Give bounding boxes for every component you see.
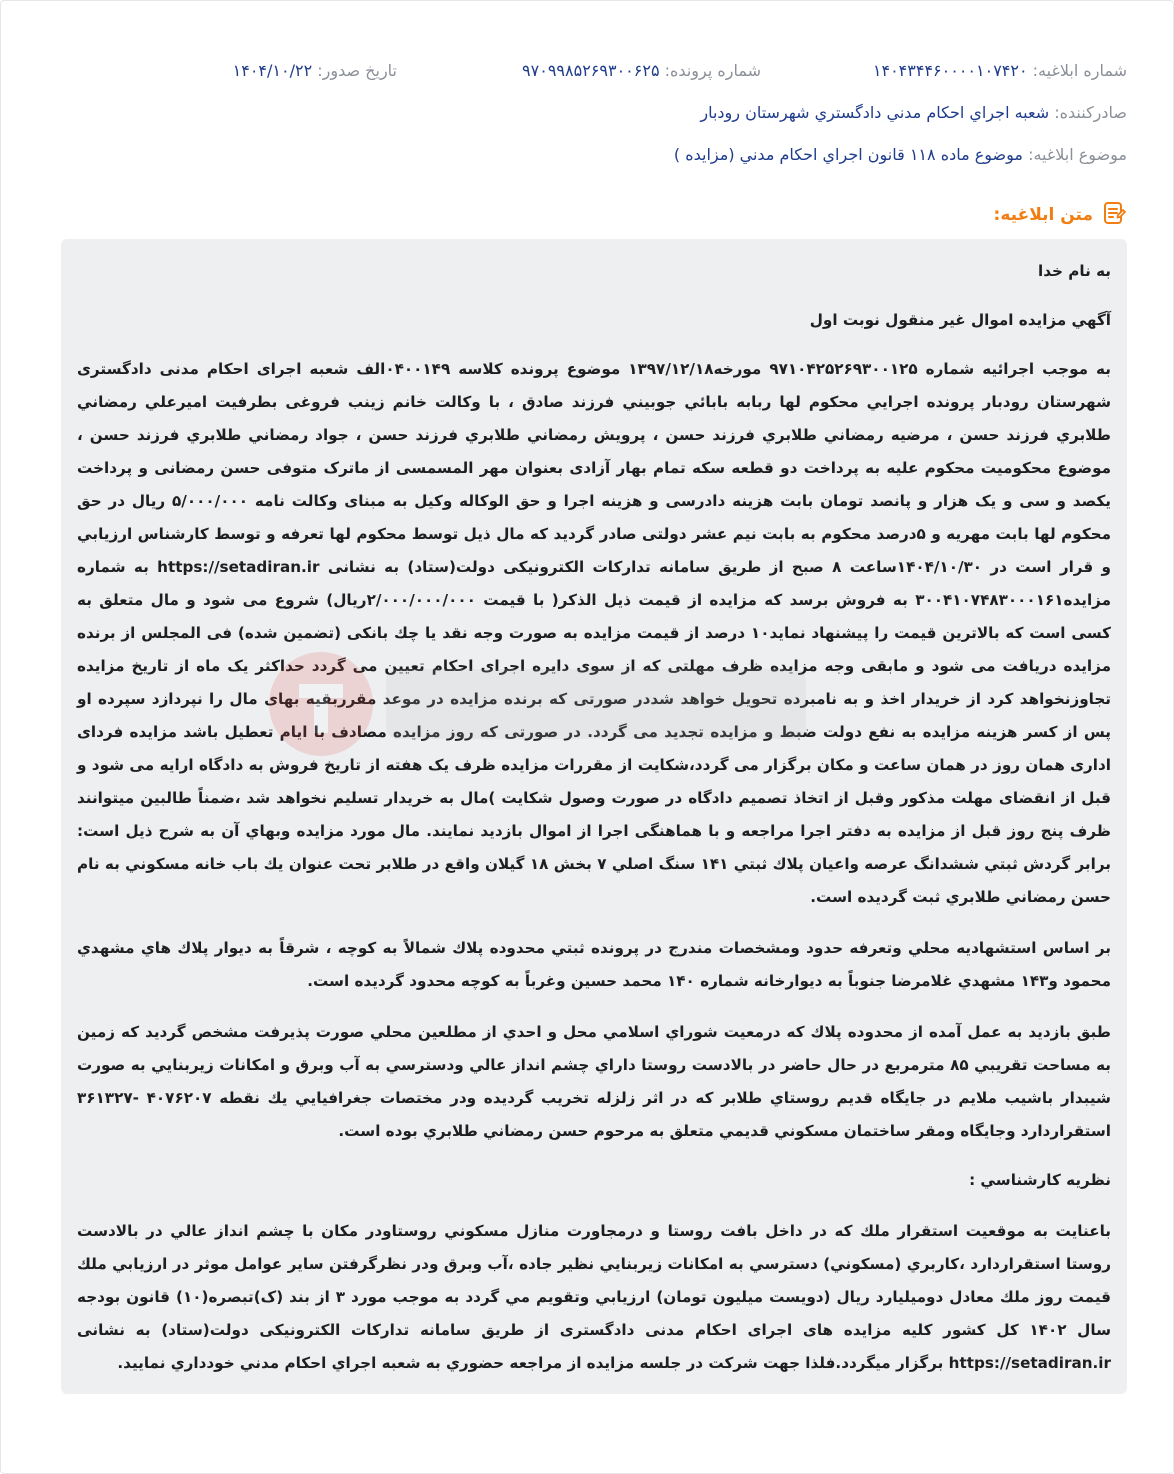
paragraph-boundaries: بر اساس استشهاديه محلي وتعرفه حدود ومشخصات مندرج در پرونده ثبتي محدوده پلاك شمالاً به كوچه ، شرقاً به ديوار پلاك هاي مشهدي محمود و۱۴۳ مشهدي غلامرضا جنوباً به ديوارخانه شماره ۱۴۰ محمد حسين وغرباً به كوچه محدود گرديده است. xyxy=(77,939,1111,990)
section-heading xyxy=(994,199,1127,231)
meta-row-numbers xyxy=(1,56,1173,86)
issue-date-label: تاريخ صدور: xyxy=(317,61,397,80)
subject-label: موضوع ابلاغيه: xyxy=(1028,145,1127,164)
paragraph-inspection: طبق بازديد به عمل آمده از محدوده پلاك كه درمعيت شوراي اسلامي محل و احدي از مطلعين محلي صورت پذيرفت مشخص گرديد كه زمين به مساحت تقريبي ۸۵ مترمربع در حال حاضر در بالادست روستا داراي چشم انداز عالي ودسترسي به آب وبرق و امكانات زيربنايي به صورت شيبدار باشيب ملايم در جايگاه قديم روستاي طلابر كه در اثر زلزله تخريب گرديده ودر مختصات جغرافيايي يك نقطه ۴۰۷۶۲۰۷ -۳۶۱۳۲۷ استقراردارد وجايگاه ومقر ساختمان مسكوني قديمي متعلق به مرحوم حسن رمضاني طلابري بوده است. xyxy=(77,1023,1112,1140)
notice-number-value: ۱۴۰۴۳۴۴۶۰۰۰۰۱۰۷۴۲۰ xyxy=(872,61,1028,80)
subject xyxy=(674,140,1127,170)
meta-row-issuer xyxy=(1,98,1173,128)
section-title: متن ابلاغيه: xyxy=(993,205,1093,225)
case-number-label: شماره پرونده: xyxy=(664,61,761,80)
notice-text-panel xyxy=(61,239,1127,1394)
issuer-value: شعبه اجراي احكام مدني دادگستري شهرستان رودبار xyxy=(700,103,1050,122)
issue-date xyxy=(233,56,397,86)
meta-row-subject xyxy=(1,140,1173,170)
document-text-icon xyxy=(1101,200,1127,231)
greeting: به نام خدا xyxy=(1038,262,1111,280)
notice-heading: آگهي مزايده اموال غير منقول نوبت اول xyxy=(809,311,1111,329)
notice-number-label: شماره ابلاغيه: xyxy=(1032,61,1127,80)
issuer-label: صادرکننده: xyxy=(1054,103,1127,122)
case-number-value: ۹۷۰۹۹۸۵۲۶۹۳۰۰۶۲۵ xyxy=(522,61,660,80)
paragraph-expert-opinion: باعنايت به موقعيت استقرار ملك كه در داخل بافت روستا و درمجاورت منازل مسكوني روستاودر مكان با چشم انداز عالي در بالادست روستا استقراردارد ،كاربري (مسكوني) دسترسي به امكانات زيربنايي نظير جاده ،آب وبرق ودر نظرگرفتن ساير عوامل موثر در ارزيابي ملك قيمت روز ملك معادل دوميليارد ريال (دويست ميليون تومان) ارزيابي وتقويم مي گردد به موجب مورد ۳ از بند (ک)تبصره(۱۰) قانون بودجه سال ۱۴۰۲ کل کشور کلیه مزایده های اجرای احکام مدنی دادگستری از طریق سامانه تدارکات الکترونیکی دولت(ستاد) به نشانی https://setadiran.ir برگزار میگردد.فلذا جهت شركت در جلسه مزايده از مراجعه حضوري به شعبه اجراي احكام مدني خودداري نماييد. xyxy=(77,1222,1112,1372)
issuer xyxy=(700,98,1127,128)
issue-date-value: ۱۴۰۴/۱۰/۲۲ xyxy=(232,61,313,80)
notice-number xyxy=(873,56,1127,86)
case-number xyxy=(522,56,761,86)
paragraph-main: به موجب اجرائيه شماره ۹۷۱۰۴۲۵۲۶۹۳۰۰۱۲۵ مورخه۱۳۹۷/۱۲/۱۸ موضوع پرونده كلاسه ۰۴۰۰۱۴۹الف شعبه اجرای احکام مدنی دادگستری شهرستان رودبار پرونده اجرايي محكوم لها ربابه بابائي جوبيني فرزند صادق ، با وكالت خانم زینب فروغی بطرفيت اميرعلي رمضاني طلابري فرزند حسن ، مرضيه رمضاني طلابري فرزند حسن ، پرويش رمضاني طلابري فرزند حسن ، جواد رمضاني طلابري فرزند حسن ، موضوع محکومیت محكوم عليه به پرداخت دو قطعه سکه تمام بهار آزادی بعنوان مهر المسمسی از ماترک متوفی حسن رمضانی و پرداخت یکصد و سی و یک هزار و پانصد تومان بابت هزینه دادرسی و هزینه اجرا و حق الوکاله وکیل به مبنای وکالت نامه ۵/۰۰۰/۰۰۰ ریال در حق محکوم لها بابت مهریه و ۵درصد محکوم به بابت نيم عشر دولتی صادر گرديد كه مال ذيل توسط محكوم لها تعرفه و توسط كارشناس ارزيابي و قرار است در ۱۴۰۴/۱۰/۳۰ساعت ۸ صبح از طريق سامانه تداركات الكترونيكی دولت(ستاد) به نشانی https://setadiran.ir به شماره مزایده۳۰۰۴۱۰۷۴۸۳۰۰۰۱۶۱ به فروش برسد كه مزايده از قيمت ذيل الذكر( با قيمت ۲/۰۰۰/۰۰۰/۰۰۰ريال) شروع می شود و مال متعلق به كسی است كه بالاترين قيمت را پيشنهاد نمايد۱۰ درصد از قيمت مزايده به صورت وجه نقد يا چك بانكی (تضمين شده) فی المجلس از برنده مزايده دريافت می شود و مابقی وجه مزايده ظرف مهلتی كه از سوی دايره اجرای احكام تعيين می گردد حداكثر يک ماه از تاريخ مزايده تجاوزنخواهد كرد از خريدار اخذ و به نامبرده تحويل خواهد شددر صورتی كه برنده مزايده در موعد مقرربقيه بهای مال را نپردازد سپرده او پس از كسر هزينه مزايده به نفع دولت ضبط و مزايده تجديد می گردد. در صورتی كه روز مزايده مصادف با ايام تعطيل باشد مزايده فردای اداری همان روز در همان ساعت و مكان برگزار می گردد،شكايت از مقررات مزايده ظرف يک هفته از تاريخ فروش به دادگاه ارايه می شود و قبل از انقضای مهلت مذكور وقبل از اتخاذ تصميم دادگاه در صورت وصول شكايت )مال به خريدار تسليم نخواهد شد ،ضمناً طالبين ميتوانند ظرف پنج روز قبل از مزايده به دفتر اجرا مراجعه و با هماهنگی اجرا از اموال بازديد نمايند. مال مورد مزايده وبهاي آن به شرح ذيل است: برابر گردش ثبتي ششدانگ عرصه واعيان پلاك ثبتي ۱۴۱ سنگ اصلي ۷ بخش ۱۸ گيلان واقع در طلابر تحت عنوان يك باب خانه مسكوني به نام حسن رمضاني طلابري ثبت گرديده است. xyxy=(77,360,1112,906)
expert-heading: نظريه كارشناسي : xyxy=(969,1171,1111,1189)
subject-value: موضوع ماده ۱۱۸ قانون اجراي احكام مدني (مزايده ) xyxy=(673,145,1023,164)
